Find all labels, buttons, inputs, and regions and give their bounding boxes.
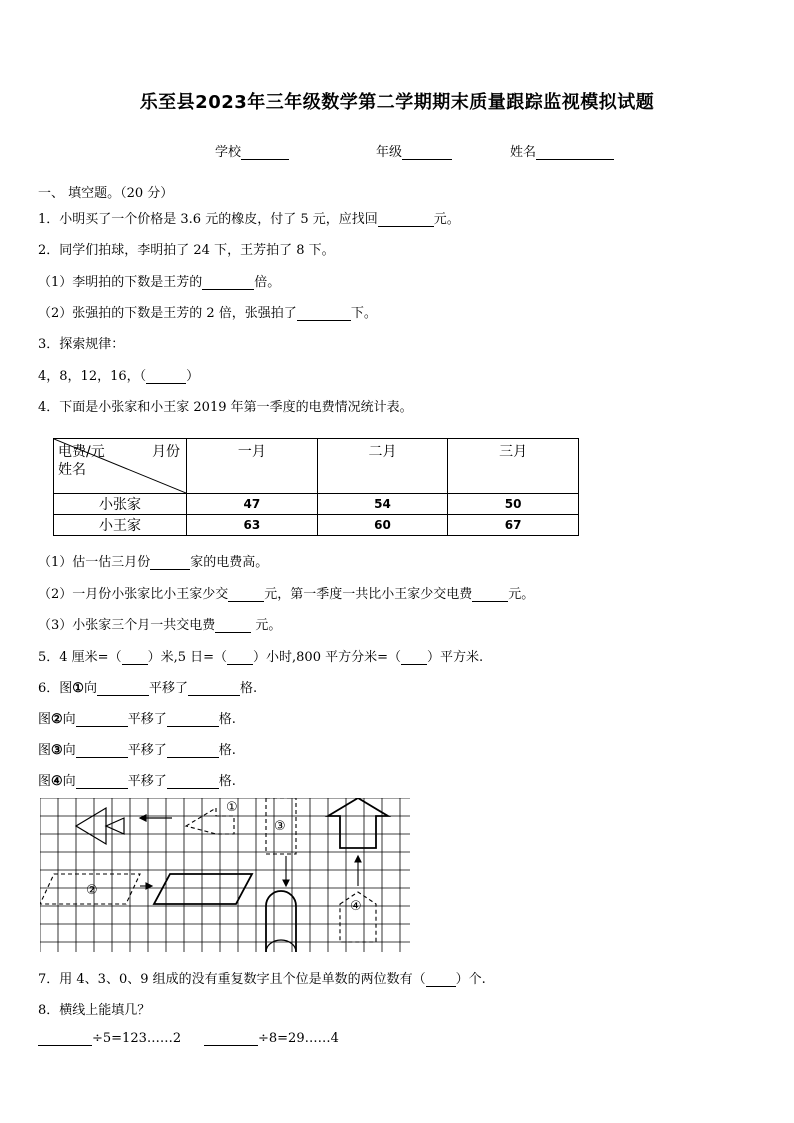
school-blank[interactable] (241, 145, 289, 160)
table-cell: 67 (448, 515, 579, 536)
page-title: 乐至县2023年三年级数学第二学期期末质量跟踪监视模拟试题 (139, 92, 655, 113)
answer-blank[interactable] (38, 1031, 92, 1046)
translation-grid-figure (40, 798, 410, 952)
question-4-2: （2）一月份小张家比小王家少交 元，第一季度一共比小王家少交电费 元。 (38, 587, 535, 602)
answer-blank[interactable] (228, 587, 264, 602)
table-cell: 63 (187, 515, 318, 536)
school-field: 学校 (215, 141, 289, 160)
answer-blank[interactable] (215, 618, 251, 633)
answer-blank[interactable] (188, 681, 240, 696)
question-2-1: （1）李明拍的下数是王芳的 倍。 (38, 275, 281, 290)
answer-blank[interactable] (426, 972, 456, 987)
month-header: 二月 (317, 439, 448, 494)
shape-4-arrow (355, 856, 361, 886)
row-name: 小王家 (54, 515, 187, 536)
question-6-4: 图④向 平移了 格. (38, 774, 236, 789)
question-8: 8．横线上能填几？ (38, 1003, 151, 1018)
shape-arrow-left (76, 808, 172, 844)
shape-parallelogram (154, 874, 252, 904)
question-3-sequence: 4，8，12，16，（ ） (38, 369, 200, 384)
shape-big-arrow (328, 798, 388, 848)
month-header: 三月 (448, 439, 579, 494)
answer-blank[interactable] (76, 774, 128, 789)
answer-blank[interactable] (297, 306, 351, 321)
table-row (54, 494, 579, 515)
table-corner-cell: 月份 电费/元 姓名 (54, 439, 187, 494)
question-6-2: 图②向 平移了 格. (38, 712, 236, 727)
name-field: 姓名 (510, 141, 614, 160)
question-6: 6．图①向 平移了 格. (38, 681, 258, 696)
answer-blank[interactable] (401, 650, 427, 665)
question-7: 7．用 4、3、0、9 组成的没有重复数字且个位是单数的两位数有（ ）个. (38, 972, 486, 987)
answer-blank[interactable] (150, 555, 190, 570)
answer-blank[interactable] (76, 743, 128, 758)
answer-blank[interactable] (122, 650, 148, 665)
table-cell: 60 (317, 515, 448, 536)
answer-blank[interactable] (146, 369, 186, 384)
table-cell: 50 (448, 494, 579, 515)
table-cell: 47 (187, 494, 318, 515)
month-header: 一月 (187, 439, 318, 494)
section-heading: 一、 填空题。（20 分） (38, 186, 174, 201)
figure-label-1: ① (226, 800, 238, 815)
answer-blank[interactable] (378, 212, 434, 227)
table-row (54, 515, 579, 536)
answer-blank[interactable] (76, 712, 128, 727)
grade-field: 年级 (376, 141, 452, 160)
question-3: 3．探索规律： (38, 337, 125, 352)
figure-label-3: ③ (274, 819, 286, 834)
question-5: 5．4 厘米=（ ）米,5 日=（ ）小时,800 平方分米=（ ）平方米. (38, 650, 484, 665)
question-2: 2．同学们拍球，李明拍了 24 下，王芳拍了 8 下。 (38, 243, 335, 258)
question-1: 1．小明买了一个价格是 3.6 元的橡皮，付了 5 元，应找回 元。 (38, 212, 460, 227)
answer-blank[interactable] (472, 587, 508, 602)
answer-blank[interactable] (167, 712, 219, 727)
question-6-3: 图③向 平移了 格. (38, 743, 236, 758)
answer-blank[interactable] (202, 275, 254, 290)
electricity-fee-table (53, 438, 579, 536)
grade-blank[interactable] (402, 145, 452, 160)
answer-blank[interactable] (97, 681, 149, 696)
answer-blank[interactable] (167, 743, 219, 758)
question-2-2: （2）张强拍的下数是王芳的 2 倍，张强拍了 下。 (38, 306, 377, 321)
row-name: 小张家 (54, 494, 187, 515)
shape-3-arrow (283, 856, 289, 886)
answer-blank[interactable] (167, 774, 219, 789)
figure-label-2: ② (86, 883, 98, 898)
table-header-row (54, 439, 579, 494)
question-4-1: （1）估一估三月份 家的电费高。 (38, 555, 269, 570)
answer-blank[interactable] (227, 650, 253, 665)
question-4-3: （3）小张家三个月一共交电费 元。 (38, 618, 282, 633)
question-8-b: ÷8=29……4 (204, 1031, 339, 1046)
name-blank[interactable] (536, 145, 614, 160)
question-4: 4．下面是小张家和小王家 2019 年第一季度的电费情况统计表。 (38, 400, 413, 415)
question-8-a: ÷5=123……2 (38, 1031, 181, 1046)
shape-door (266, 891, 296, 952)
figure-label-4: ④ (350, 899, 362, 914)
grid-lines (40, 798, 410, 952)
answer-blank[interactable] (204, 1031, 258, 1046)
table-cell: 54 (317, 494, 448, 515)
